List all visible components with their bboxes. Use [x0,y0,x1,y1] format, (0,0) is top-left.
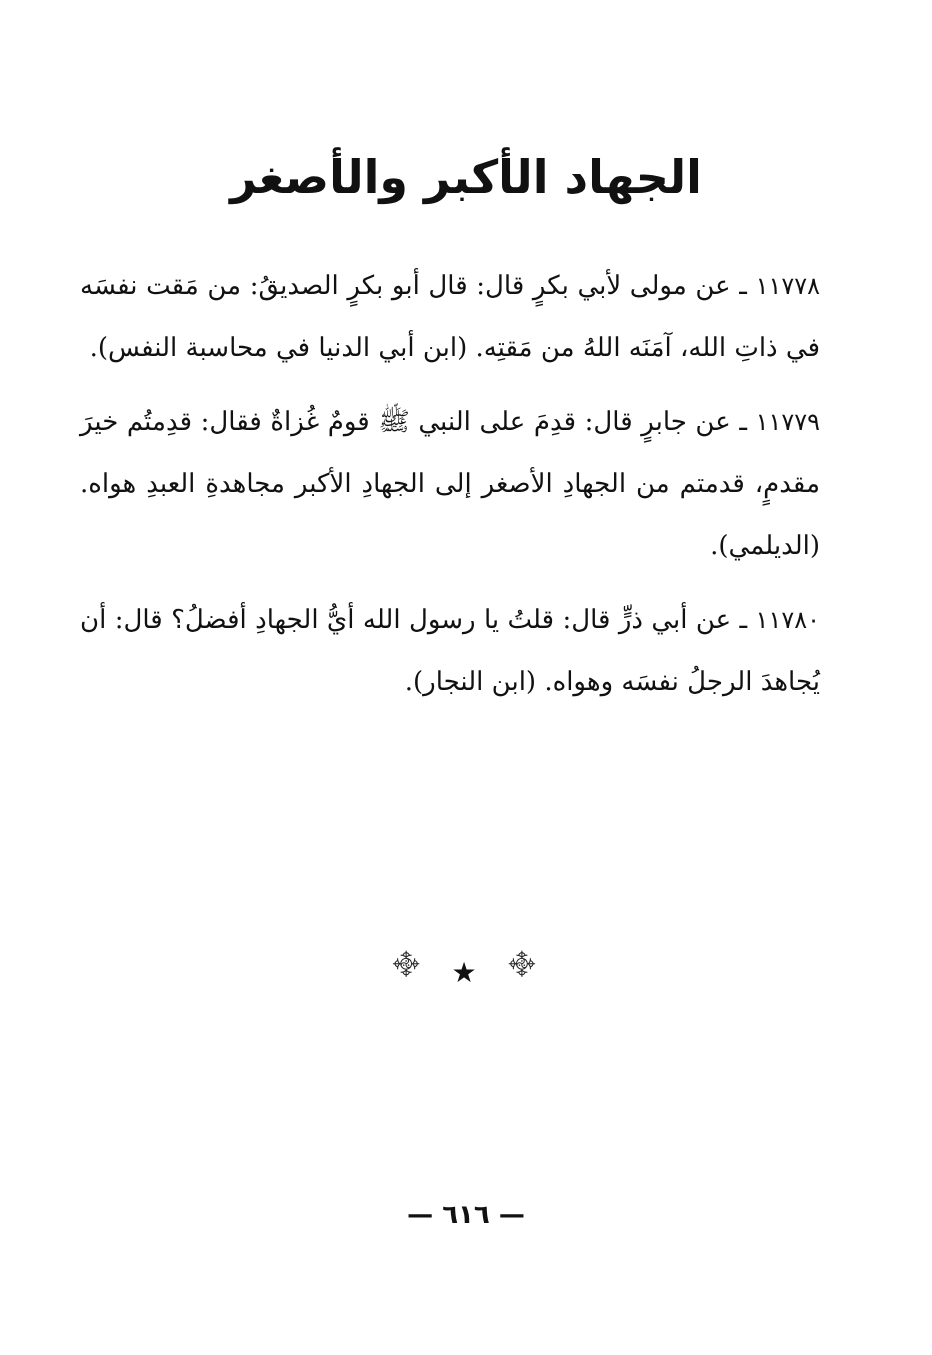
hadith-entry [80,589,820,713]
entry-number: ١١٧٧٨ [755,272,821,300]
entry-text: ـ عن مولى لأبي بكرٍ قال: قال أبو بكرٍ الصديقُ: من مَقت نفسَه في ذاتِ الله، آمَنَه اللهُ من مَقتِه. (ابن أبي الدنيا في محاسبة النفس). [80,271,820,363]
star-icon: ★ [451,955,481,989]
entry-number: ١١٧٧٩ [755,408,821,436]
section-divider-ornament [0,930,932,1014]
hadith-entry [80,391,820,577]
hadith-entry [80,255,820,379]
entry-text: ـ عن أبي ذرٍّ قال: قلتُ يا رسول الله أيُّ الجهادِ أفضلُ؟ قال: أن يُجاهدَ الرجلُ نفسَه وهواه. (ابن النجار). [80,605,820,697]
hadith-entries [80,255,820,725]
flourish-icon: ࿇ [508,946,540,981]
flourish-icon: ࿇ [392,946,424,981]
page-number: — ٦١٦ — [407,1200,525,1230]
chapter-title: الجهاد الأكبر والأصغر [230,150,702,204]
entry-number: ١١٧٨٠ [755,606,820,634]
entry-text: ـ عن جابرٍ قال: قدِمَ على النبي ﷺ قومٌ غُزاةٌ فقال: قدِمتُم خيرَ مقدمٍ، قدمتم من الجهادِ الأصغر إلى الجهادِ الأكبر مجاهدةِ العبدِ هواه. (الديلمي). [80,407,820,561]
